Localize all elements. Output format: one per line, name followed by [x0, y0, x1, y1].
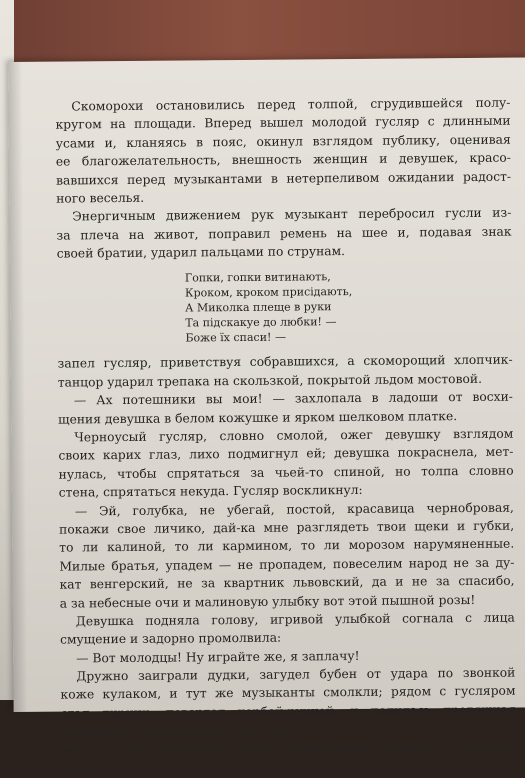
paragraph-1 [55, 94, 511, 208]
book-page [8, 57, 525, 776]
text-line: — Ах потешники вы мои! — захлопала в ладоши от восхи- [73, 389, 514, 408]
text-line: танцор ударил трепака на скользкой, покрытой льдом мостовой. [57, 371, 483, 390]
verse-line: Гопки, гопки витинають, [184, 269, 331, 284]
text-line: а за небесные очи и малиновую улыбку вот этой пышной розы! [59, 592, 476, 611]
text-line: Девушка подняла голову, игривой улыбкой согнала с лица [75, 610, 515, 629]
text-line: запел гусляр, приветствуя собравшихся, а скоморощий хлопчик- [57, 353, 513, 372]
text-line: щения девушка в белом кожушке и ярком шелковом платке. [58, 408, 458, 427]
text-line: коже кулаком, и тут же музыканты смолкли; рядом с гусляром [60, 684, 516, 703]
text-line: ный воздух блестками инея, вкрадчивым звоном гусельных [60, 739, 517, 758]
paragraph-9 [60, 664, 516, 778]
verse-line: А Миколка плеще в руки [185, 300, 332, 315]
text-line: смущение и задорно промолвила: [59, 630, 282, 647]
text-line: за плеча на живот, поправил ремень на шее и, подавая знак [56, 224, 512, 243]
paragraph-5 [58, 425, 514, 503]
page-text [55, 94, 516, 778]
paragraph-4 [58, 388, 513, 429]
text-line: стал лирник, повертел корбой-ручкой, и полилась протяжная [60, 702, 516, 721]
text-line: Энергичным движением рук музыкант перебросил гусли из- [72, 205, 512, 224]
text-line: кат венгерский, не за квартник львовский, да и не за спасибо, [59, 573, 515, 592]
text-line: Черноусый гусляр, словно смолой, ожег девушку взглядом [74, 426, 514, 445]
paragraph-3 [58, 351, 513, 392]
text-line: ее благожелательность, внешность женщин и девушек, красо- [55, 150, 511, 169]
text-line: стена, спрятаться некуда. Гусляр воскликнул: [58, 483, 363, 500]
paragraph-2 [56, 204, 511, 263]
text-line: Скоморохи остановились перед толпой, сгрудившейся полу- [71, 95, 511, 114]
text-line: вавшихся перед музыкантами в нетерпеливом ожидании радост- [55, 169, 512, 188]
text-line: — Вот молодцы! Ну играйте же, я заплачу! [76, 648, 360, 666]
text-line: струн: [61, 761, 103, 776]
text-line: кругом на площади. Вперед вышел молодой гусляр с длинными [55, 114, 511, 132]
text-line: свадебная, трогательная мелодия, пересыпанная, словно мороз- [60, 720, 516, 739]
text-line: усами и, кланяясь в пояс, окинул взглядом публику, оценивая [55, 132, 511, 151]
text-line: своей братии, ударил пальцами по струнам. [56, 244, 346, 261]
verse-line: Кроком, кроком присiдають, [184, 284, 353, 300]
verse-block [185, 267, 513, 346]
text-line: Дружно заиграли дудки, загудел бубен от удара по звонкой [76, 665, 516, 684]
text-line: своих карих глаз, лихо подмигнул ей; девушка покраснела, мет- [58, 445, 514, 463]
text-line: покажи свое личико, дай-ка мне разглядеть твои щеки и губки, [59, 518, 515, 537]
paragraph-6 [59, 498, 515, 612]
text-line: ного веселья. [56, 190, 145, 206]
text-line: нулась, чтобы спрятаться за чьей-то спиной, но толпа словно [58, 463, 514, 482]
verse-line: Та пiдскакуе до любки! — [185, 315, 337, 330]
verse-line: Боже їх спаси! — [185, 330, 286, 345]
text-line: то ли калиной, то ли кармином, то ли морозом нарумяненные. [59, 536, 515, 555]
paragraph-7 [60, 609, 515, 650]
text-line: — Эй, голубка, не убегай, постой, красавица чернобровая, [74, 500, 514, 519]
text-line: Милые братья, упадем — не пропадем, повеселим народ не за ду- [59, 555, 515, 574]
